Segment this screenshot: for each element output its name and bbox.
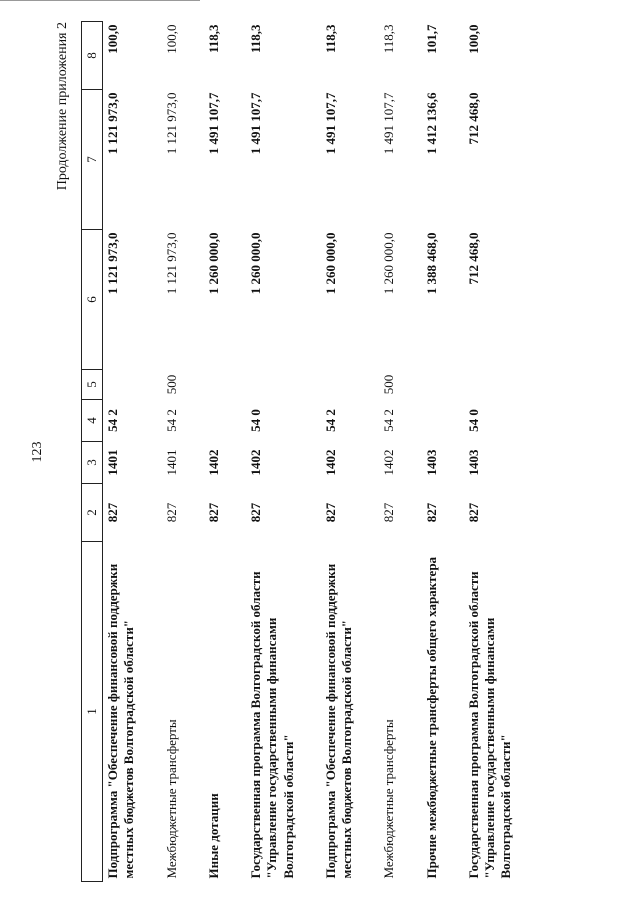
- row-spacer: [357, 22, 379, 882]
- cell-planned: 1 260 000,0: [248, 232, 263, 295]
- cell-executed: 1 412 136,6: [423, 92, 439, 155]
- row-spacer: [442, 22, 464, 882]
- table-row: [422, 22, 442, 882]
- cell-section: 1401: [105, 449, 120, 476]
- cell-planned: 1 388 468,0: [423, 232, 439, 295]
- cell-expense-type: 500: [381, 374, 397, 395]
- cell-admin-code: 827: [163, 502, 179, 523]
- cell-executed: 1 491 107,7: [248, 92, 263, 155]
- column-header: 6: [82, 230, 103, 370]
- table-row: [464, 22, 517, 882]
- cell-admin-code: 827: [205, 502, 221, 523]
- column-header: 8: [82, 22, 103, 90]
- cell-section: 1403: [423, 449, 439, 476]
- cell-target-article: 54 2: [163, 409, 179, 432]
- cell-planned: 712 468,0: [465, 232, 481, 285]
- cell-expense-type: 500: [163, 374, 179, 395]
- row-name: Подпрограмма "Обеспечение финансовой поддержки местных бюджетов Волгоградской области": [105, 563, 137, 879]
- cell-executed: 1 121 973,0: [105, 92, 120, 155]
- spacer-cell: [182, 22, 204, 882]
- spacer-cell: [140, 22, 162, 882]
- cell-target-article: 54 0: [248, 409, 263, 432]
- column-header: 1: [82, 542, 103, 882]
- cell-expense-type: [246, 370, 299, 400]
- budget-table: [81, 21, 517, 882]
- cell-planned: 1 121 973,0: [163, 232, 179, 295]
- cell-section: 1402: [381, 449, 397, 476]
- cell-executed: 1 121 973,0: [163, 92, 179, 155]
- cell-percent: 118,3: [381, 24, 397, 54]
- column-header: 4: [82, 400, 103, 442]
- cell-executed: 1 491 107,7: [322, 92, 338, 155]
- row-spacer: [299, 22, 321, 882]
- table-row: [103, 22, 140, 882]
- row-name: Иные дотации: [205, 793, 221, 879]
- cell-section: 1402: [205, 449, 221, 476]
- cell-expense-type: [204, 370, 224, 400]
- table-row: [204, 22, 224, 882]
- table-row: [321, 22, 358, 882]
- row-name: Государственная программа Волгоградской области "Управление государственными финансами Волгоградской области": [465, 571, 514, 879]
- cell-admin-code: 827: [423, 502, 439, 523]
- row-spacer: [224, 22, 246, 882]
- cell-section: 1401: [163, 449, 179, 476]
- row-name: Межбюджетные трансферты: [381, 719, 397, 879]
- cell-admin-code: 827: [322, 502, 338, 523]
- cell-section: 1402: [248, 449, 263, 476]
- cell-target-article: [422, 400, 442, 442]
- cell-percent: 100,0: [163, 24, 179, 54]
- spacer-cell: [224, 22, 246, 882]
- cell-expense-type: [321, 370, 358, 400]
- cell-target-article: 54 2: [381, 409, 397, 432]
- cell-target-article: 54 2: [322, 409, 338, 432]
- cell-planned: 1 260 000,0: [381, 232, 397, 295]
- cell-executed: 1 491 107,7: [381, 92, 397, 155]
- cell-target-article: [204, 400, 224, 442]
- row-name: Межбюджетные трансферты: [163, 719, 179, 879]
- cell-expense-type: [103, 370, 140, 400]
- spacer-cell: [357, 22, 379, 882]
- cell-section: 1402: [322, 449, 338, 476]
- page-number: 123: [30, 441, 45, 463]
- cell-section: 1403: [465, 449, 481, 476]
- column-header: 5: [82, 370, 103, 400]
- cell-target-article: 54 2: [105, 409, 120, 432]
- cell-expense-type: [422, 370, 442, 400]
- cell-admin-code: 827: [381, 502, 397, 523]
- spacer-cell: [400, 22, 422, 882]
- row-spacer: [182, 22, 204, 882]
- row-spacer: [400, 22, 422, 882]
- table-caption: Продолжение приложения 2: [55, 22, 70, 191]
- table-row: [379, 22, 399, 882]
- cell-percent: 100,0: [465, 24, 481, 54]
- header-row: [82, 22, 103, 882]
- row-name: Прочие межбюджетные трансферты общего характера: [423, 556, 439, 879]
- cell-percent: 118,3: [248, 24, 263, 54]
- table-row: [246, 22, 299, 882]
- spacer-cell: [299, 22, 321, 882]
- cell-target-article: 54 0: [465, 409, 481, 432]
- cell-planned: 1 260 000,0: [322, 232, 338, 295]
- column-header: 7: [82, 90, 103, 230]
- top-rule: [0, 0, 200, 1]
- cell-percent: 118,3: [205, 24, 221, 54]
- row-name: Государственная программа Волгоградской области "Управление государственными финансами Волгоградской области": [248, 571, 296, 879]
- cell-executed: 1 491 107,7: [205, 92, 221, 155]
- cell-admin-code: 827: [248, 502, 263, 523]
- row-spacer: [140, 22, 162, 882]
- row-name: Подпрограмма "Обеспечение финансовой поддержки местных бюджетов Волгоградской области": [322, 563, 354, 879]
- cell-planned: 1 121 973,0: [105, 232, 120, 295]
- cell-percent: 118,3: [322, 24, 338, 54]
- cell-admin-code: 827: [105, 502, 120, 523]
- cell-executed: 712 468,0: [465, 92, 481, 145]
- column-header: 2: [82, 484, 103, 542]
- column-header: 3: [82, 442, 103, 484]
- rotated-page-content: [55, 22, 585, 882]
- table-row: [162, 22, 182, 882]
- cell-percent: 100,0: [105, 24, 120, 54]
- cell-percent: 101,7: [423, 24, 439, 54]
- cell-admin-code: 827: [465, 502, 481, 523]
- cell-planned: 1 260 000,0: [205, 232, 221, 295]
- cell-expense-type: [464, 370, 517, 400]
- spacer-cell: [442, 22, 464, 882]
